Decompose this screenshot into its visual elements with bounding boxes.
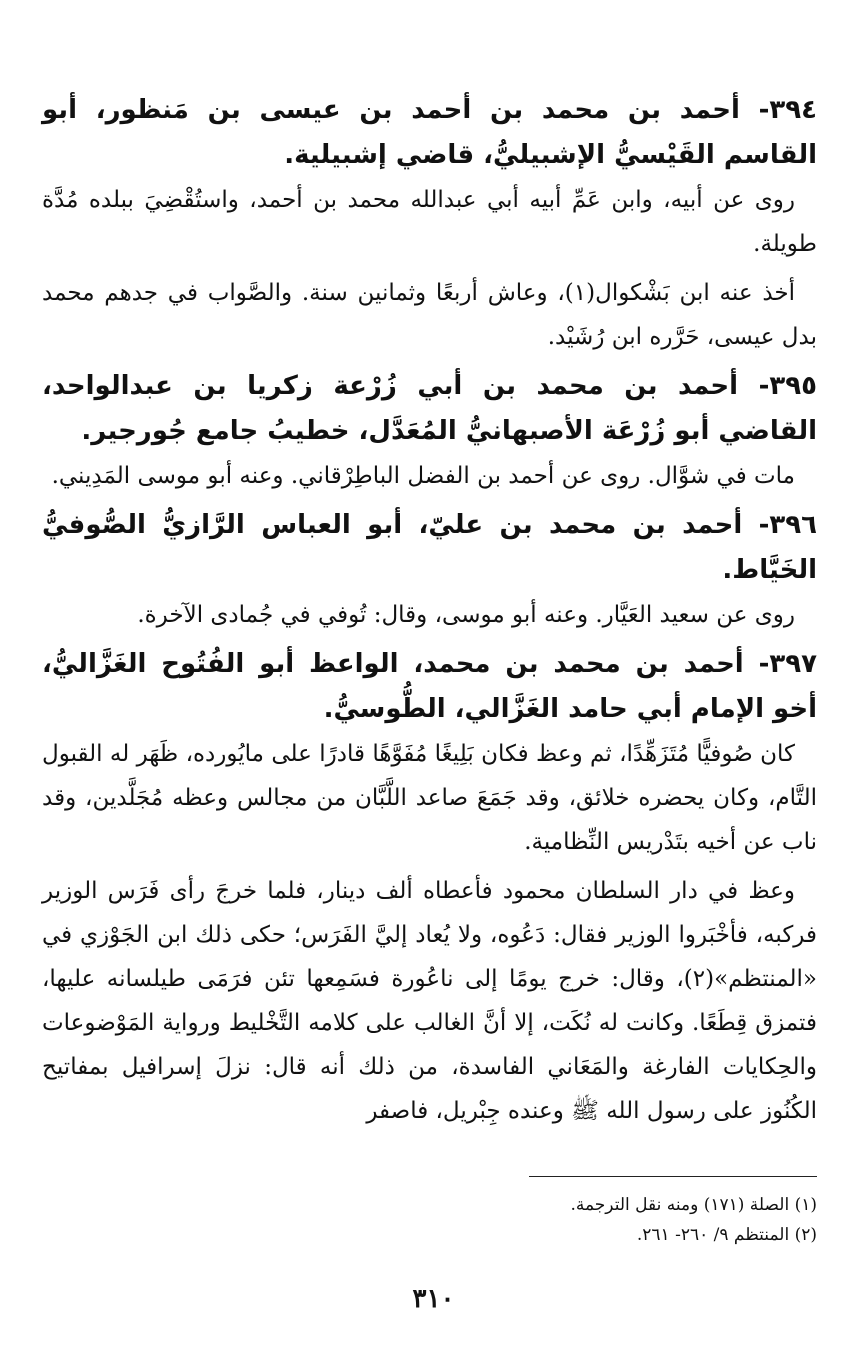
entry-394 xyxy=(42,88,817,359)
footnote-2: (٢) المنتظم ٩/ ٢٦٠- ٢٦١. xyxy=(636,1225,817,1245)
footnote-1: (١) الصلة (١٧١) ومنه نقل الترجمة. xyxy=(570,1195,817,1215)
entry-heading: ٣٩٦- أحمد بن محمد بن عليّ، أبو العباس الرَّازيُّ الصُّوفيُّ الخَيَّاط. xyxy=(42,510,817,585)
entry-395 xyxy=(42,364,817,498)
entry-paragraph: وعظ في دار السلطان محمود فأعطاه ألف دينار، فلما خرجَ رأى فَرَس الوزير فركبه، فأخْبَروا الوزير فقال: دَعُوه، ولا يُعاد إليَّ الفَرَس؛ حكى ذلك ابن الجَوْزي في «المنتظم»(٢)، وقال: خرج يومًا إلى ناعُورة فسَمِعها تئن فرَمَى طيلسانه عليها، فتمزق قِطَعًا. وكانت له نُكَت، إلا أنَّ الغالب على كلامه التَّخْليط ورواية المَوْضوعات والحِكايات الفارغة والمَعَاني الفاسدة، من ذلك أنه قال: نزلَ إسرافيل بمفاتيح الكُنُوز على رسول الله ﷺ وعنده جِبْريل، فاصفر xyxy=(42,878,817,1124)
entry-paragraph: أخذ عنه ابن بَشْكوال(١)، وعاش أربعًا وثمانين سنة. والصَّواب في جدهم محمد بدل عيسى، حَرَّره ابن رُشَيْد. xyxy=(42,280,817,350)
entry-paragraph: روى عن سعيد العَيَّار. وعنه أبو موسى، وقال: تُوفي في جُمادى الآخرة. xyxy=(137,602,795,628)
entry-paragraph: مات في شوَّال. روى عن أحمد بن الفضل الباطِرْقاني. وعنه أبو موسى المَدِيني. xyxy=(51,463,795,489)
page-number: ٣١٠ xyxy=(412,1284,455,1314)
entry-paragraph: روى عن أبيه، وابن عَمِّ أبيه أبي عبدالله محمد بن أحمد، واستُقْضِيَ ببلده مُدَّة طويلة. xyxy=(42,187,817,257)
entry-397 xyxy=(42,642,817,1133)
entry-396 xyxy=(42,503,817,637)
entry-paragraph: كان صُوفيًّا مُتَزَهِّدًا، ثم وعظ فكان بَلِيغًا مُفَوَّهًا قادرًا على مايُورده، ظَهَر له القبول التَّام، وكان يحضره خلائق، وقد جَمَعَ صاعد اللَّبَّان من مجالس وعظه مُجَلَّدين، وقد ناب عن أخيه بتَدْريس النِّظامية. xyxy=(42,741,817,855)
entry-heading: ٣٩٥- أحمد بن محمد بن أبي زُرْعة زكريا بن عبدالواحد، القاضي أبو زُرْعَة الأصبهانيُّ المُعَدَّل، خطيبُ جامع جُورجير. xyxy=(42,371,817,446)
entry-heading: ٣٩٤- أحمد بن محمد بن أحمد بن عيسى بن مَنظور، أبو القاسم القَيْسيُّ الإشبيليُّ، قاضي إشبيلية. xyxy=(42,95,817,170)
entry-heading: ٣٩٧- أحمد بن محمد بن محمد، الواعظ أبو الفُتُوح الغَزَّاليُّ، أخو الإمام أبي حامد الغَزَّالي، الطُّوسيُّ. xyxy=(42,649,817,724)
footnotes xyxy=(317,1190,817,1250)
footnote-divider xyxy=(529,1176,817,1177)
